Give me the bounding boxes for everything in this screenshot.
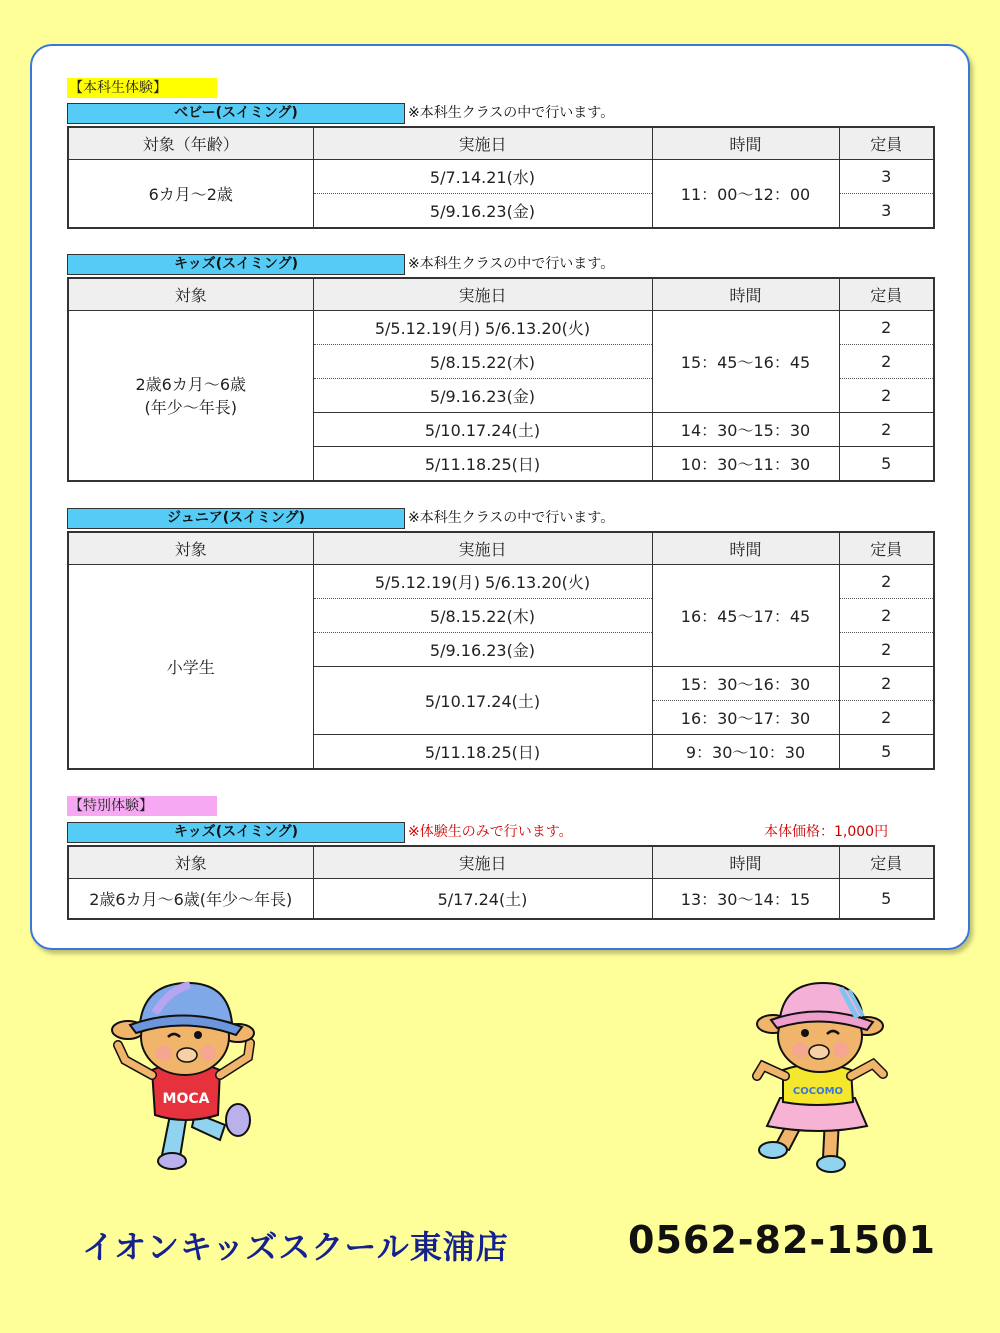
kids-title-bar: キッズ(スイミング) [67,254,405,275]
kids-date-2: 5/8.15.22(木) [313,345,652,379]
col-header-capacity: 定員 [839,127,934,160]
kids-time-2: 14：30～15：30 [652,413,839,447]
baby-table [67,126,935,229]
col-header-date: 実施日 [313,278,652,311]
baby-note: ※本科生クラスの中で行います。 [408,105,615,121]
junior-table [67,531,935,770]
col-header-capacity: 定員 [839,532,934,565]
junior-date-5: 5/11.18.25(日) [313,735,652,769]
section-tag-regular: 【本科生体験】 [67,78,217,98]
school-name: イオンキッズスクール東浦店 [82,1228,509,1266]
junior-capacity-4: 2 [839,667,934,701]
special-capacity: 5 [839,879,934,919]
special-date: 5/17.24(土) [313,879,652,919]
kids-capacity-1: 2 [839,311,934,345]
junior-capacity-3: 2 [839,633,934,667]
junior-title-bar: ジュニア(スイミング) [67,508,405,529]
kids-capacity-3: 2 [839,379,934,413]
junior-capacity-1: 2 [839,565,934,599]
moca-shirt-text: MOCA [162,1091,210,1107]
baby-capacity-2: 3 [839,194,934,228]
special-price: 本体価格：1,000円 [764,824,889,840]
col-header-capacity: 定員 [839,278,934,311]
special-table [67,845,935,920]
col-header-target: 対象 [68,278,313,311]
junior-capacity-6: 5 [839,735,934,769]
junior-date-2: 5/8.15.22(木) [313,599,652,633]
kids-capacity-2: 2 [839,345,934,379]
col-header-time: 時間 [652,846,839,879]
cocomo-shirt-text: COCOMO [792,1086,844,1097]
special-time: 13：30～14：15 [652,879,839,919]
phone-number: 0562-82-1501 [628,1218,936,1262]
kids-target-line2: (年少～年長) [144,398,237,418]
col-header-date: 実施日 [313,846,652,879]
junior-date-1: 5/5.12.19(月) 5/6.13.20(火) [313,565,652,599]
kids-date-5: 5/11.18.25(日) [313,447,652,481]
kids-date-3: 5/9.16.23(金) [313,379,652,413]
kids-time-1: 15：45～16：45 [652,311,839,413]
junior-capacity-2: 2 [839,599,934,633]
baby-title-bar: ベビー(スイミング) [67,103,405,124]
junior-time-3: 16：30～17：30 [652,701,839,735]
col-header-target: 対象 [68,532,313,565]
junior-date-3: 5/9.16.23(金) [313,633,652,667]
kids-target [68,311,313,481]
mascot-cocomo-illustration [745,978,895,1178]
col-header-date: 実施日 [313,532,652,565]
kids-target-line1: 2歳6カ月～6歳 [135,375,247,395]
col-header-target: 対象（年齢） [68,127,313,160]
col-header-time: 時間 [652,278,839,311]
col-header-time: 時間 [652,532,839,565]
junior-target: 小学生 [68,565,313,769]
junior-date-4: 5/10.17.24(土) [313,667,652,735]
section-tag-special: 【特別体験】 [67,796,217,816]
special-note: ※体験生のみで行います。 [408,824,573,840]
baby-date-1: 5/7.14.21(水) [313,160,652,194]
col-header-capacity: 定員 [839,846,934,879]
junior-time-1: 16：45～17：45 [652,565,839,667]
baby-target: 6カ月～2歳 [68,160,313,228]
special-target: 2歳6カ月～6歳(年少～年長) [68,879,313,919]
junior-time-2: 15：30～16：30 [652,667,839,701]
col-header-date: 実施日 [313,127,652,160]
kids-date-4: 5/10.17.24(土) [313,413,652,447]
kids-time-3: 10：30～11：30 [652,447,839,481]
mascot-moca-illustration [100,975,270,1175]
junior-capacity-5: 2 [839,701,934,735]
kids-capacity-5: 5 [839,447,934,481]
junior-time-4: 9：30～10：30 [652,735,839,769]
baby-capacity-1: 3 [839,160,934,194]
kids-date-1: 5/5.12.19(月) 5/6.13.20(火) [313,311,652,345]
kids-capacity-4: 2 [839,413,934,447]
col-header-time: 時間 [652,127,839,160]
special-title-bar: キッズ(スイミング) [67,822,405,843]
col-header-target: 対象 [68,846,313,879]
kids-note: ※本科生クラスの中で行います。 [408,256,615,272]
baby-date-2: 5/9.16.23(金) [313,194,652,228]
kids-table [67,277,935,482]
junior-note: ※本科生クラスの中で行います。 [408,510,615,526]
baby-time: 11：00～12：00 [652,160,839,228]
